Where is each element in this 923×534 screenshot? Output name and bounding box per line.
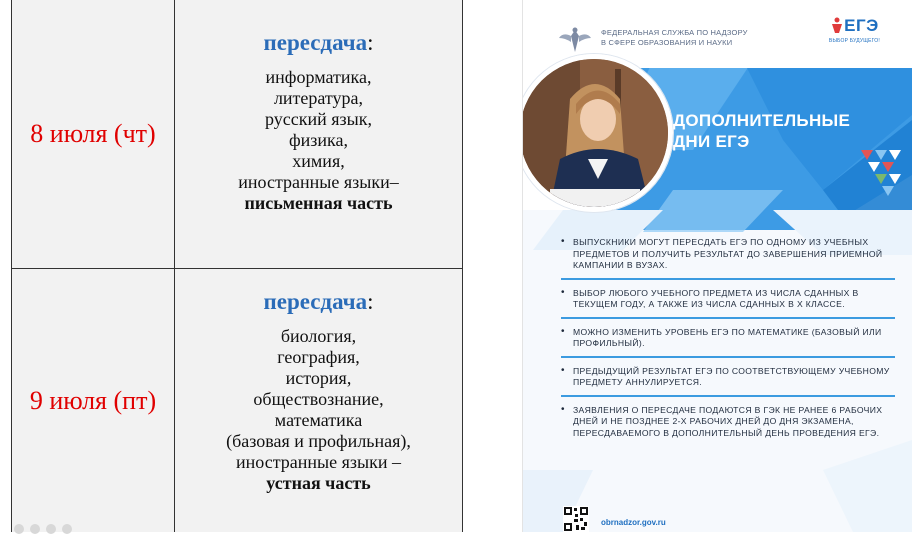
dot <box>30 524 40 534</box>
subject-item: русский язык, <box>265 109 372 129</box>
info-bullet: • ЗАЯВЛЕНИЯ О ПЕРЕСДАЧЕ ПОДАЮТСЯ В ГЭК НЕ РАНЕЕ 6 РАБОЧИХ ДНЕЙ И НЕ ПОЗДНЕЕ 2-Х РАБОЧИХ ДНЕЙ ДО ДНЯ ЭКЗАМЕНА, ПЕРЕСДАВАЕМОГО В ДОПОЛНИТЕЛЬНЫЙ ДЕНЬ ПРОВЕДЕНИЯ ЕГЭ. <box>561 400 895 446</box>
exam-schedule-table <box>11 0 463 532</box>
ege-logo: ЕГЭ ВЫБОР БУДУЩЕГО! <box>828 16 880 44</box>
slide-indicator-dots <box>14 524 72 534</box>
dot <box>14 524 24 534</box>
student-photo <box>522 54 673 212</box>
subject-item: география, <box>277 347 360 367</box>
agency-name: ФЕДЕРАЛЬНАЯ СЛУЖБА ПО НАДЗОРУ В СФЕРЕ ОБРАЗОВАНИЯ И НАУКИ <box>601 28 748 47</box>
dot <box>46 524 56 534</box>
subject-item: информатика, <box>265 67 372 87</box>
info-bullet: • ВЫБОР ЛЮБОГО УЧЕБНОГО ПРЕДМЕТА ИЗ ЧИСЛА СДАННЫХ В ТЕКУЩЕМ ГОДУ, А ТАКЖЕ ИЗ ЧИСЛА СДАННЫХ В Х КЛАССЕ. <box>561 283 895 319</box>
qr-code-icon[interactable] <box>563 506 589 532</box>
subject-item: история, <box>285 368 352 388</box>
federal-emblem-icon <box>557 26 593 56</box>
subjects-cell <box>175 0 462 268</box>
info-bullet: • ПРЕДЫДУЩИЙ РЕЗУЛЬТАТ ЕГЭ ПО СООТВЕТСТВУЮЩЕМУ УЧЕБНОМУ ПРЕДМЕТУ АННУЛИРУЕТСЯ. <box>561 361 895 397</box>
exam-part-label: устная часть <box>266 473 371 493</box>
dot <box>62 524 72 534</box>
subject-item: иностранные языки– <box>238 172 399 192</box>
website-link[interactable]: obrnadzor.gov.ru <box>601 518 666 527</box>
subjects-cell <box>175 269 462 532</box>
retake-heading: пересдача: <box>263 30 374 55</box>
schedule-row <box>12 269 462 532</box>
exam-date: 8 июля (чт) <box>30 119 156 148</box>
info-poster <box>522 0 912 532</box>
ege-logo-mark-icon <box>830 17 844 33</box>
schedule-row <box>12 0 462 269</box>
subject-item: (базовая и профильная), <box>226 431 411 451</box>
exam-date: 9 июля (пт) <box>29 385 157 415</box>
exam-part-label: письменная часть <box>244 193 393 213</box>
subject-item: иностранные языки – <box>236 452 401 472</box>
subject-item: биология, <box>280 326 357 346</box>
poster-title: ДОПОЛНИТЕЛЬНЫЕ ДНИ ЕГЭ <box>673 111 851 151</box>
date-cell <box>12 0 175 268</box>
subject-item: химия, <box>292 151 345 171</box>
info-bullet: • МОЖНО ИЗМЕНИТЬ УРОВЕНЬ ЕГЭ ПО МАТЕМАТИКЕ (БАЗОВЫЙ ИЛИ ПРОФИЛЬНЫЙ). <box>561 322 895 358</box>
student-illustration <box>522 59 668 207</box>
subject-item: обществознание, <box>253 389 384 409</box>
subject-item: литература, <box>273 88 364 108</box>
subject-item: математика <box>274 410 363 430</box>
date-cell <box>12 269 175 532</box>
subject-item: физика, <box>288 130 348 150</box>
retake-heading: пересдача: <box>263 289 374 314</box>
info-bullet-list <box>561 232 895 448</box>
info-bullet: • ВЫПУСКНИКИ МОГУТ ПЕРЕСДАТЬ ЕГЭ ПО ОДНОМУ ИЗ УЧЕБНЫХ ПРЕДМЕТОВ И ПОЛУЧИТЬ РЕЗУЛЬТАТ ДО ЗАВЕРШЕНИЯ ПРИЕМНОЙ КАМПАНИИ В ВУЗАХ. <box>561 232 895 280</box>
